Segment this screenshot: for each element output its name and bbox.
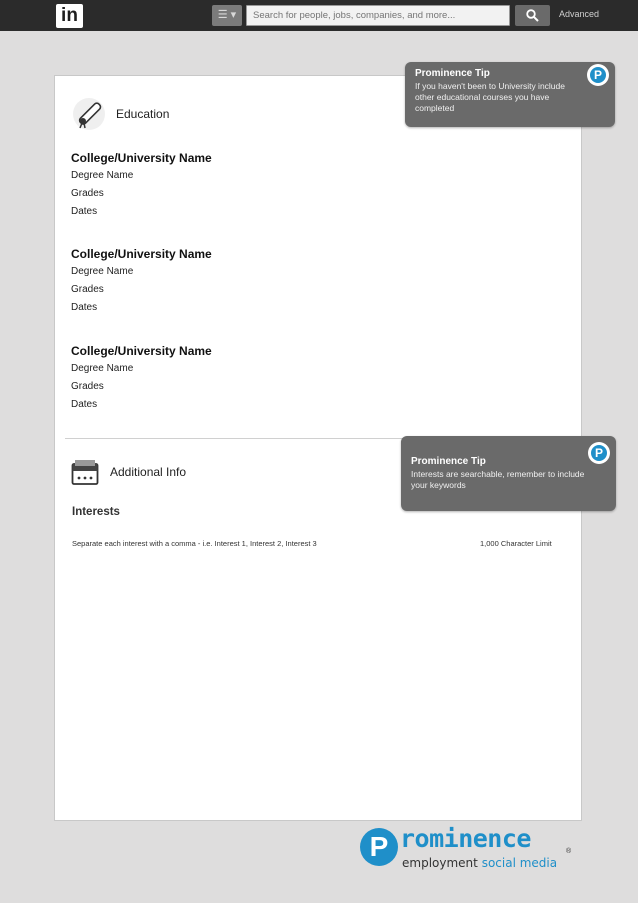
interests-title: Interests <box>72 506 120 518</box>
search-input[interactable] <box>246 5 510 26</box>
top-navigation-bar <box>0 0 638 31</box>
diploma-icon <box>71 96 107 132</box>
tip-body: Interests are searchable, remember to include your keywords <box>411 469 585 490</box>
prominence-tip-education <box>405 62 615 127</box>
hamburger-icon: ☰ ▾ <box>217 9 237 21</box>
magnifier-icon <box>526 9 539 22</box>
prominence-badge-icon: P <box>588 442 610 464</box>
prominence-tip-interests <box>401 436 616 511</box>
menu-button[interactable] <box>212 5 242 26</box>
brand-name: rominence <box>400 824 531 853</box>
education-entry <box>71 149 212 221</box>
grades: Grades <box>71 381 104 392</box>
id-card-icon <box>71 458 99 486</box>
additional-info-title: Additional Info <box>110 465 187 479</box>
education-title: Education <box>116 107 170 121</box>
search-button[interactable] <box>515 5 550 26</box>
additional-info-header <box>71 458 186 486</box>
university-name: College/University Name <box>71 151 212 165</box>
education-entry <box>71 342 212 414</box>
education-header <box>71 96 169 132</box>
brand-tagline: employment social media <box>402 856 558 870</box>
tip-title: Prominence Tip <box>415 68 490 79</box>
degree-name: Degree Name <box>71 266 134 277</box>
dates: Dates <box>71 206 98 217</box>
dates: Dates <box>71 302 98 313</box>
interests-hint: Separate each interest with a comma - i.e. Interest 1, Interest 2, Interest 3 <box>72 539 317 548</box>
education-entry <box>71 245 212 317</box>
tip-title: Prominence Tip <box>411 456 486 467</box>
grades: Grades <box>71 284 104 295</box>
prominence-logo <box>360 824 580 876</box>
university-name: College/University Name <box>71 247 212 261</box>
university-name: College/University Name <box>71 344 212 358</box>
character-limit: 1,000 Character Limit <box>480 539 552 548</box>
grades: Grades <box>71 188 104 199</box>
degree-name: Degree Name <box>71 170 134 181</box>
tip-body: If you haven't been to University include other educational courses you have completed <box>415 81 565 113</box>
dates: Dates <box>71 399 98 410</box>
degree-name: Degree Name <box>71 363 134 374</box>
linkedin-logo[interactable]: in <box>56 4 83 28</box>
prominence-p-icon: P <box>360 828 398 866</box>
registered-mark: ® <box>566 848 572 855</box>
prominence-badge-icon: P <box>587 64 609 86</box>
advanced-search-link[interactable]: Advanced <box>559 9 600 19</box>
